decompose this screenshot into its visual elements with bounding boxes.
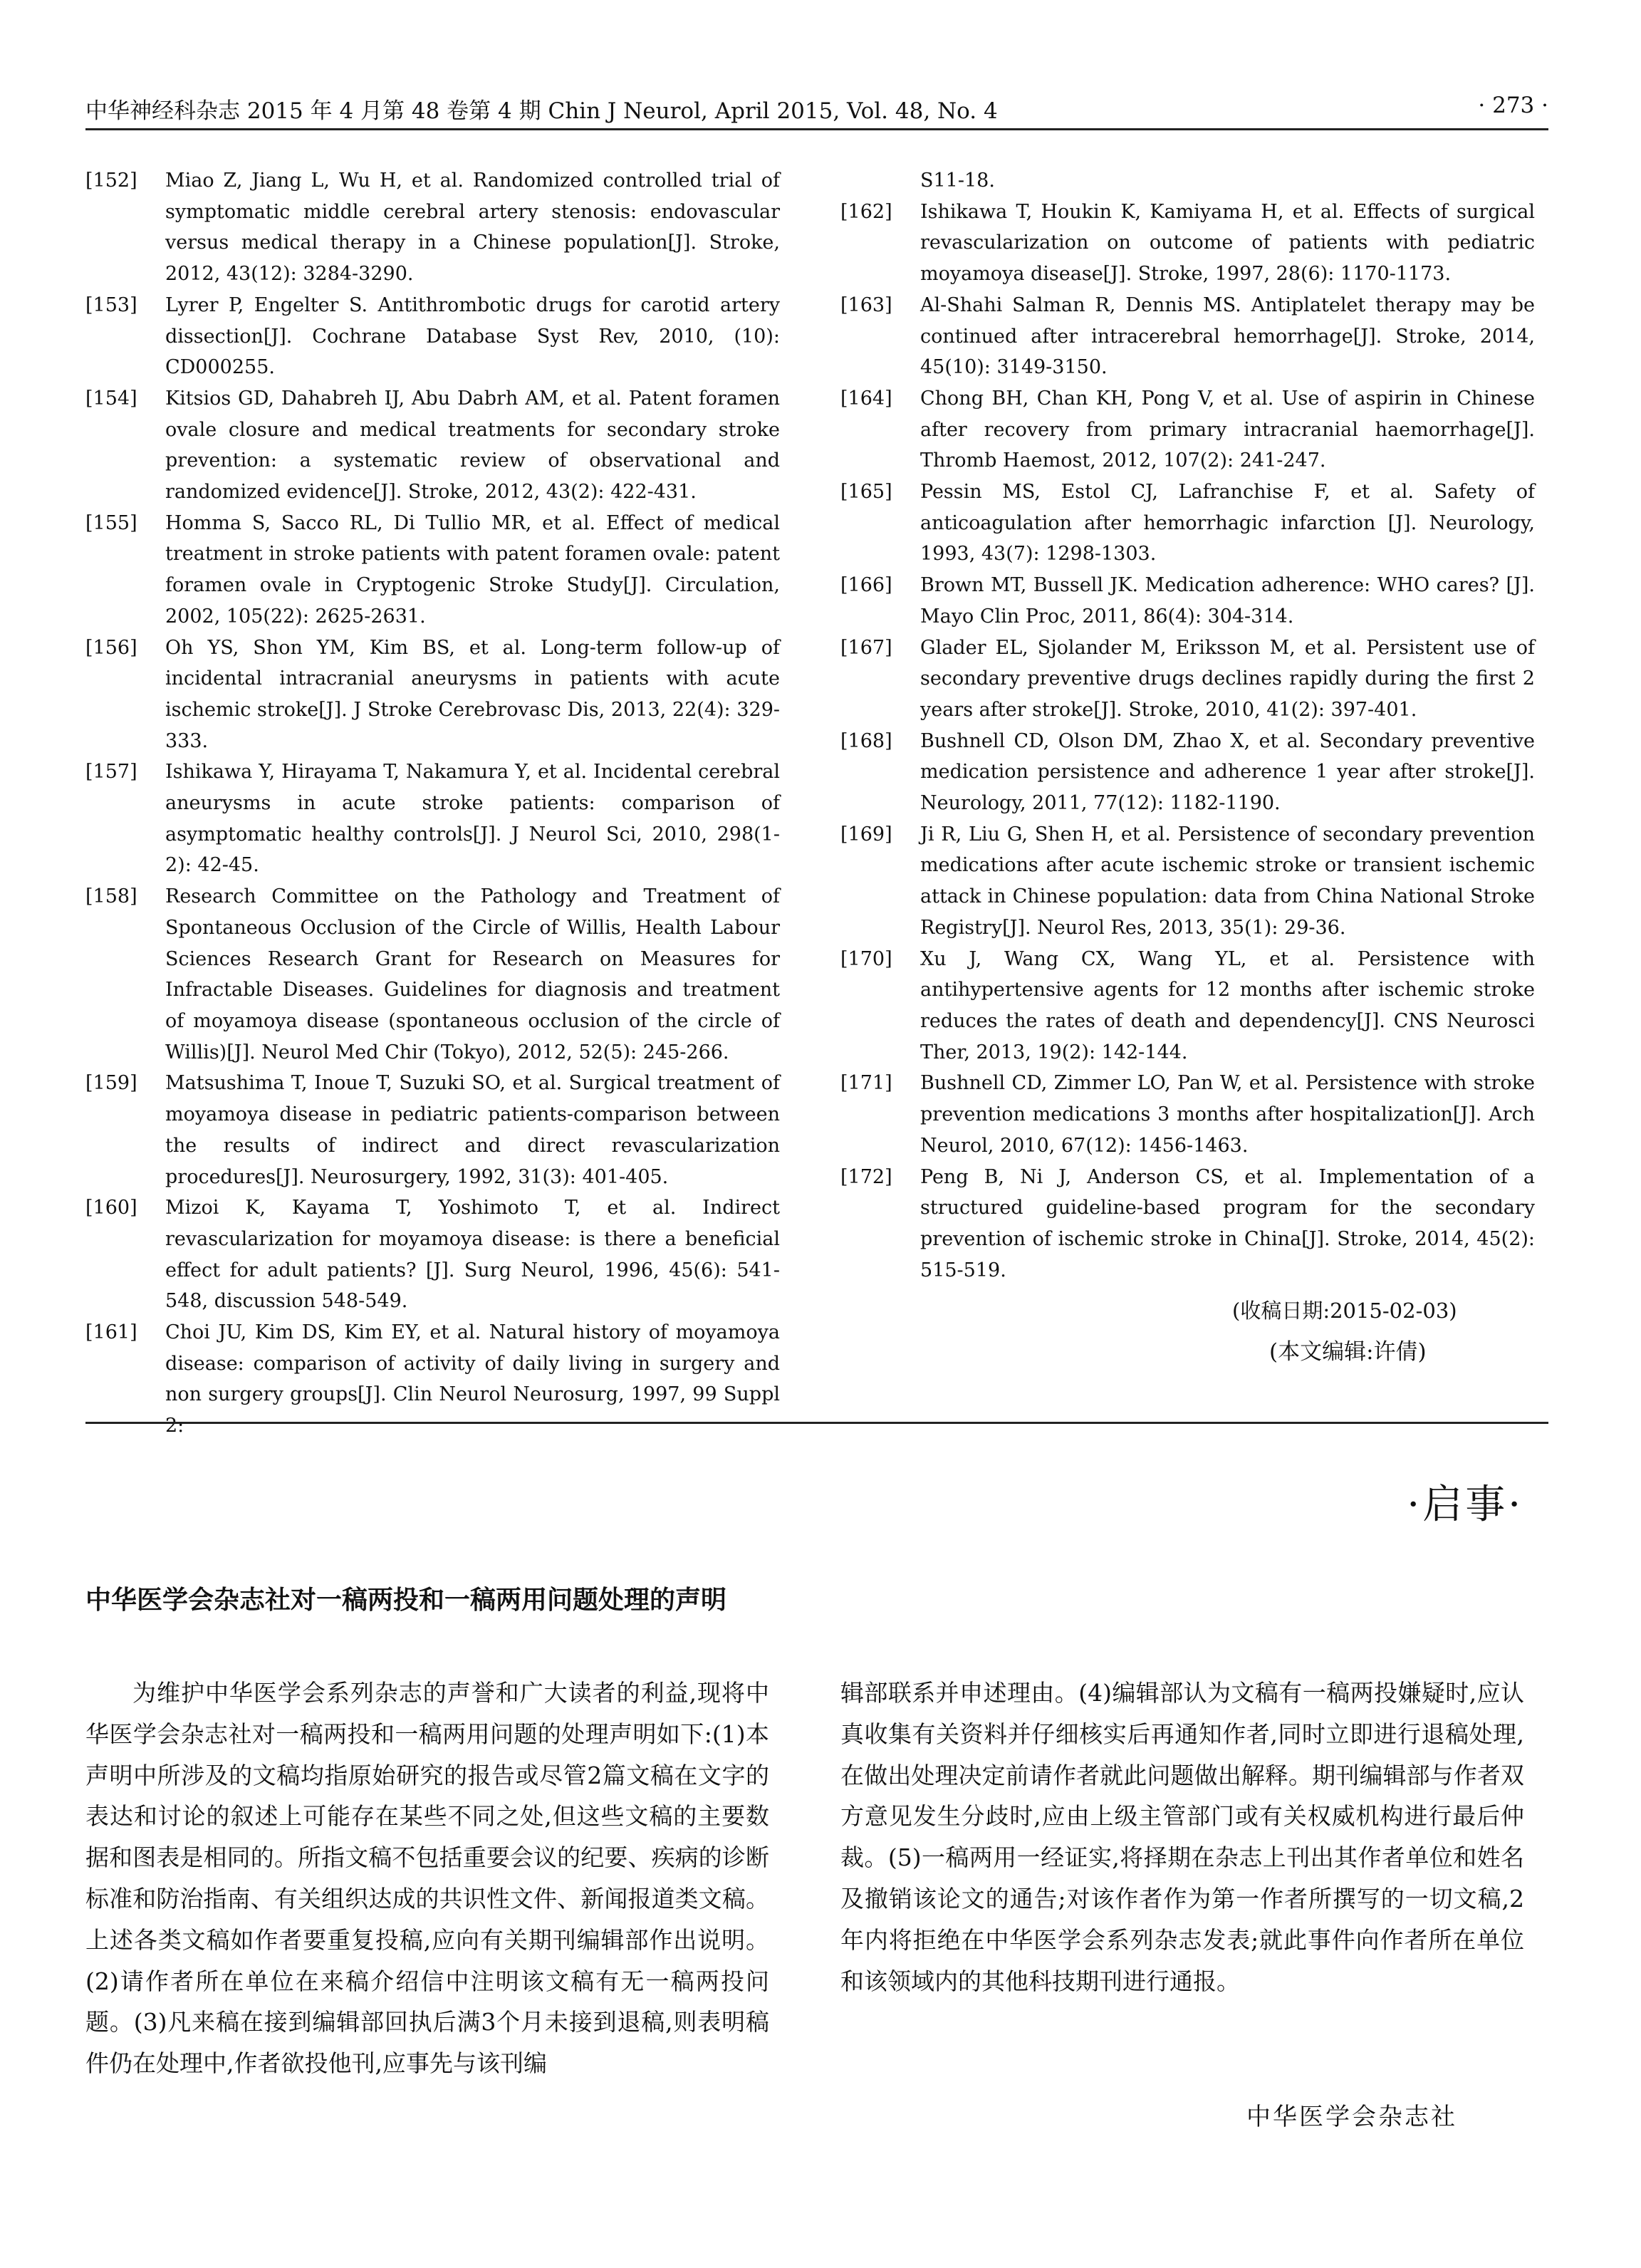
reference-number: [157] xyxy=(85,761,137,784)
reference-text: Glader EL, Sjolander M, Eriksson M, et al. Persistent use of secondary preventive drugs declines rapidly during the first 2 years after stroke[J]. Stroke, 2010, 41(2): 397-401. xyxy=(920,636,1535,721)
reference-text: Ishikawa Y, Hirayama T, Nakamura Y, et al. Incidental cerebral aneurysms in acute stroke patients: comparison of asymptomatic healthy controls[J]. J Neurol Sci, 2010, 298(1-2): 42-45. xyxy=(165,761,780,877)
reference-item xyxy=(840,383,1535,477)
reference-number: [154] xyxy=(85,387,137,410)
reference-text: Matsushima T, Inoue T, Suzuki SO, et al. Surgical treatment of moyamoya disease in pediatric patients-comparison between the results of indirect and direct revascularization procedures[J]. Neurosurgery, 1992, 31(3): 401-405. xyxy=(165,1072,780,1188)
reference-item xyxy=(85,756,780,881)
reference-continuation: S11-18. xyxy=(920,170,995,192)
reference-item xyxy=(840,1162,1535,1286)
signature: 中华医学会杂志社 xyxy=(1246,2103,1457,2131)
reference-number: [171] xyxy=(840,1072,892,1095)
reference-text: Bushnell CD, Olson DM, Zhao X, et al. Secondary preventive medication persistence and adherence 1 year after stroke[J]. Neurology, 2011, 77(12): 1182-1190. xyxy=(920,729,1535,815)
references-column-right xyxy=(840,165,1535,1286)
reference-text: Peng B, Ni J, Anderson CS, et al. Implementation of a structured guideline-based program for the secondary prevention of ischemic stroke in China[J]. Stroke, 2014, 45(2): 515-519. xyxy=(920,1165,1535,1281)
reference-number: [155] xyxy=(85,511,137,534)
page-number: · 273 · xyxy=(1478,93,1548,118)
reference-item xyxy=(840,1068,1535,1161)
reference-text: Miao Z, Jiang L, Wu H, et al. Randomized controlled trial of symptomatic middle cerebral artery stenosis: endovascular versus medical therapy in a Chinese population[J]. Stroke, 2012, 43(12): 3284-3290. xyxy=(165,170,780,286)
reference-text: Homma S, Sacco RL, Di Tullio MR, et al. Effect of medical treatment in stroke patients with patent foramen ovale: patent foramen ovale in Cryptogenic Stroke Study[J]. Circulation, 2002, 105(22): 2625-2631. xyxy=(165,511,780,628)
reference-number: [161] xyxy=(85,1321,137,1344)
reference-text: Choi JU, Kim DS, Kim EY, et al. Natural history of moyamoya disease: comparison of activity of daily living in surgery and non surgery groups[J]. Clin Neurol Neurosurg, 1997, 99 Suppl 2: xyxy=(165,1321,780,1437)
reference-item xyxy=(840,819,1535,944)
reference-number: [156] xyxy=(85,636,137,659)
reference-text: Research Committee on the Pathology and Treatment of Spontaneous Occlusion of the Circle of Willis, Health Labour Sciences Research Grant for Research on Measures for Infractable Diseases. Guidelines for diagnosis and treatment of moyamoya disease (spontaneous occlusion of the circle of Willis)[J]. Neurol Med Chir (Tokyo), 2012, 52(5): 245-266. xyxy=(165,885,780,1063)
notice-body-left: 为维护中华医学会系列杂志的声誉和广大读者的利益,现将中华医学会杂志社对一稿两投和一稿两用问题的处理声明如下:(1)本声明中所涉及的文稿均指原始研究的报告或尽管2篇文稿在文字的表达和讨论的叙述上可能存在某些不同之处,但这些文稿的主要数据和图表是相同的。所指文稿不包括重要会议的纪要、疾病的诊断标准和防治指南、有关组织达成的共识性文件、新闻报道类文稿。上述各类文稿如作者要重复投稿,应向有关期刊编辑部作出说明。(2)请作者所在单位在来稿介绍信中注明该文稿有无一稿两投问题。(3)凡来稿在接到编辑部回执后满3个月未接到退稿,则表明稿件仍在处理中,作者欲投他刊,应事先与该刊编 xyxy=(85,1679,769,2078)
running-header xyxy=(85,84,1548,127)
reference-text: Mizoi K, Kayama T, Yoshimoto T, et al. Indirect revascularization for moyamoya disease: is there a beneficial effect for adult patients? [J]. Surg Neurol, 1996, 45(6): 541-548, discussion 548-549. xyxy=(165,1197,780,1313)
reference-text: Xu J, Wang CX, Wang YL, et al. Persistence with antihypertensive agents for 12 months after ischemic stroke reduces the rates of death and dependency[J]. CNS Neurosci Ther, 2013, 19(2): 142-144. xyxy=(920,947,1535,1063)
reference-number: [158] xyxy=(85,885,137,908)
reference-item xyxy=(85,1068,780,1192)
reference-text: Pessin MS, Estol CJ, Lafranchise F, et al. Safety of anticoagulation after hemorrhagic infarction [J]. Neurology, 1993, 43(7): 1298-1303. xyxy=(920,481,1535,566)
references-column-left xyxy=(85,165,780,1442)
reference-number: [160] xyxy=(85,1197,137,1219)
reference-text: Bushnell CD, Zimmer LO, Pan W, et al. Persistence with stroke prevention medications 3 months after hospitalization[J]. Arch Neurol, 2010, 67(12): 1456-1463. xyxy=(920,1072,1535,1157)
reference-item xyxy=(85,633,780,757)
reference-number: [159] xyxy=(85,1072,137,1095)
reference-number: [167] xyxy=(840,636,892,659)
reference-number: [168] xyxy=(840,729,892,752)
reference-number: [170] xyxy=(840,947,892,970)
reference-item xyxy=(840,944,1535,1068)
received-date: (收稿日期:2015-02-03) xyxy=(1232,1299,1457,1323)
reference-text: Lyrer P, Engelter S. Antithrombotic drugs for carotid artery dissection[J]. Cochrane Database Syst Rev, 2010, (10): CD000255. xyxy=(165,293,780,379)
notice-title: 中华医学会杂志社对一稿两投和一稿两用问题处理的声明 xyxy=(85,1586,727,1615)
notice-label: ·启事· xyxy=(1407,1482,1523,1528)
reference-text: Al-Shahi Salman R, Dennis MS. Antiplatelet therapy may be continued after intracerebral hemorrhage[J]. Stroke, 2014, 45(10): 3149-3150. xyxy=(920,293,1535,379)
reference-text: Brown MT, Bussell JK. Medication adherence: WHO cares? [J]. Mayo Clin Proc, 2011, 86(4): 304-314. xyxy=(920,574,1535,628)
reference-number: [172] xyxy=(840,1165,892,1188)
reference-item xyxy=(840,570,1535,632)
reference-item xyxy=(840,477,1535,570)
section-divider xyxy=(85,1422,1548,1424)
reference-text: Oh YS, Shon YM, Kim BS, et al. Long-term follow-up of incidental intracranial aneurysms in patients with acute ischemic stroke[J]. J Stroke Cerebrovasc Dis, 2013, 22(4): 329-333. xyxy=(165,636,780,752)
reference-text: Chong BH, Chan KH, Pong V, et al. Use of aspirin in Chinese after recovery from primary intracranial haemorrhage[J]. Thromb Haemost, 2012, 107(2): 241-247. xyxy=(920,387,1535,472)
reference-number: [163] xyxy=(840,293,892,316)
reference-text: Kitsios GD, Dahabreh IJ, Abu Dabrh AM, et al. Patent foramen ovale closure and medical treatments for secondary stroke prevention: a systematic review of observational and randomized evidence[J]. Stroke, 2012, 43(2): 422-431. xyxy=(165,387,780,504)
journal-info: 中华神经科杂志 2015 年 4 月第 48 卷第 4 期 Chin J Neurol, April 2015, Vol. 48, No. 4 xyxy=(85,98,998,124)
reference-item xyxy=(840,197,1535,290)
reference-number: [169] xyxy=(840,823,892,846)
reference-item xyxy=(85,290,780,383)
reference-number: [153] xyxy=(85,293,137,316)
reference-item xyxy=(840,726,1535,819)
reference-number: [164] xyxy=(840,387,892,410)
reference-text: Ji R, Liu G, Shen H, et al. Persistence of secondary prevention medications after acute ischemic stroke or transient ischemic attack in Chinese population: data from China National Stroke Registry[J]. Neurol Res, 2013, 35(1): 29-36. xyxy=(920,823,1535,939)
header-rule xyxy=(85,128,1548,130)
reference-number: [165] xyxy=(840,481,892,504)
reference-number: [162] xyxy=(840,200,892,223)
editor-note: (本文编辑:许倩) xyxy=(1269,1339,1427,1365)
reference-number: [152] xyxy=(85,170,137,192)
notice-body-right: 辑部联系并申述理由。(4)编辑部认为文稿有一稿两投嫌疑时,应认真收集有关资料并仔细核实后再通知作者,同时立即进行退稿处理,在做出处理决定前请作者就此问题做出解释。期刊编辑部与作者双方意见发生分歧时,应由上级主管部门或有关权威机构进行最后仲裁。(5)一稿两用一经证实,将择期在杂志上刊出其作者单位和姓名及撤销该论文的通告;对该作者作为第一作者所撰写的一切文稿,2年内将拒绝在中华医学会系列杂志发表;就此事件向作者所在单位和该领域内的其他科技期刊进行通报。 xyxy=(840,1679,1524,1995)
reference-item xyxy=(85,881,780,1068)
reference-item xyxy=(840,633,1535,726)
reference-item xyxy=(840,290,1535,383)
reference-item xyxy=(85,1192,780,1317)
reference-item xyxy=(85,383,780,508)
reference-item xyxy=(85,508,780,633)
reference-number: [166] xyxy=(840,574,892,597)
reference-item xyxy=(85,165,780,290)
reference-text: Ishikawa T, Houkin K, Kamiyama H, et al. Effects of surgical revascularization on outcome of patients with pediatric moyamoya disease[J]. Stroke, 1997, 28(6): 1170-1173. xyxy=(920,200,1535,286)
